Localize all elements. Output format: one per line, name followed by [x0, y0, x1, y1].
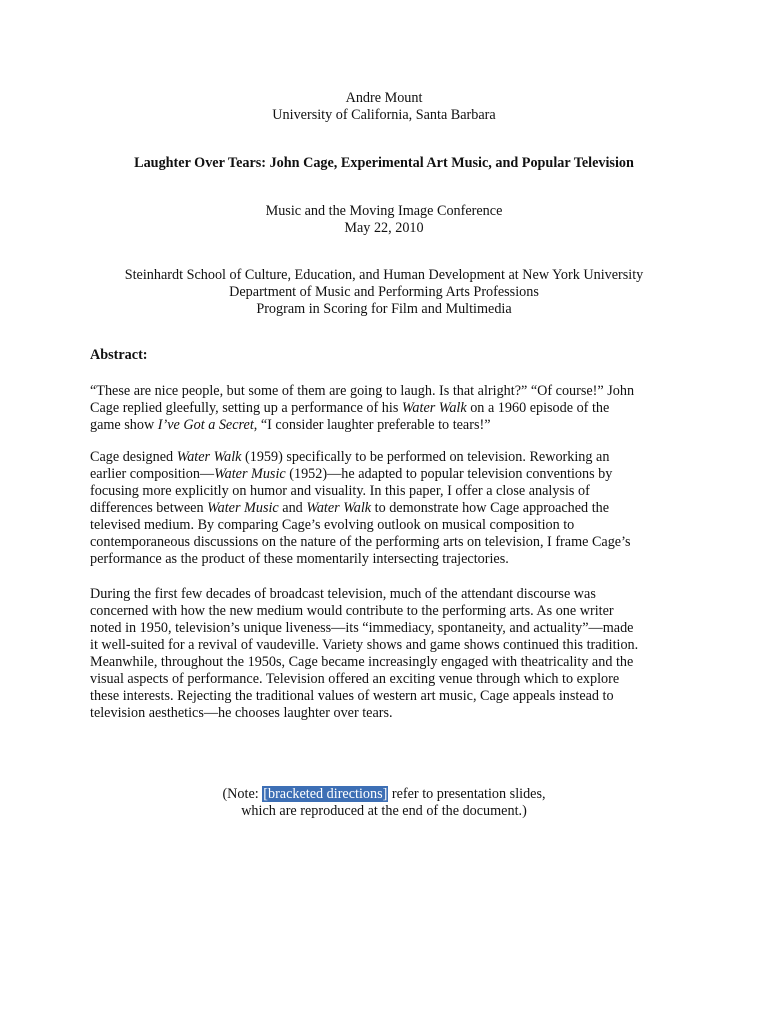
note-line: which are reproduced at the end of the document.): [241, 803, 527, 819]
conference-name: Music and the Moving Image Conference: [265, 203, 503, 219]
paragraph-line: concerned with how the new medium would contribute to the performing arts. As one writer: [90, 603, 614, 619]
paragraph-line: these interests. Rejecting the traditional values of western art music, Cage appeals instead to: [90, 688, 614, 704]
abstract-heading: Abstract:: [90, 347, 148, 363]
paragraph-line: noted in 1950, television’s unique liveness—its “immediacy, spontaneity, and actuality”—made: [90, 620, 634, 636]
author-block: [0, 90, 768, 124]
abstract-paragraph-3: [90, 586, 680, 722]
selected-text-highlight[interactable]: [bracketed directions]: [263, 786, 388, 802]
abstract-paragraph-1: [90, 383, 680, 434]
paragraph-line: television aesthetics—he chooses laughter over tears.: [90, 705, 393, 721]
paragraph-line: “These are nice people, but some of them are going to laugh. Is that alright?” “Of course!” John: [90, 383, 635, 399]
paragraph-line: During the first few decades of broadcast television, much of the attendant discourse was: [90, 586, 596, 602]
paragraph-line: contemporaneous discussions on the nature of the performing arts on television, I frame Cage’s: [90, 534, 631, 550]
school-line: Steinhardt School of Culture, Education, and Human Development at New York University: [124, 267, 644, 283]
paragraph-line: Meanwhile, throughout the 1950s, Cage became increasingly engaged with theatricality and the: [90, 654, 634, 670]
conference-date: May 22, 2010: [344, 220, 424, 236]
paper-title: Laughter Over Tears: John Cage, Experimental Art Music, and Popular Television: [134, 155, 634, 171]
paragraph-line: visual aspects of performance. Television offered an exciting venue through which to explore: [90, 671, 620, 687]
conference-block: [0, 203, 768, 237]
paragraph-line: televised medium. By comparing Cage’s evolving outlook on musical composition to: [90, 517, 575, 533]
school-line: Program in Scoring for Film and Multimedia: [256, 301, 512, 317]
paragraph-line: differences between Water Music and Water Walk to demonstrate how Cage approached the: [90, 500, 610, 516]
paragraph-line: Cage replied gleefully, setting up a performance of his Water Walk on a 1960 episode of the: [90, 400, 610, 416]
paragraph-line: it well-suited for a revival of vaudeville. Variety shows and game shows continued this tradition.: [90, 637, 639, 653]
author-name: Andre Mount: [345, 90, 423, 106]
paragraph-line: game show I’ve Got a Secret, “I consider laughter preferable to tears!”: [90, 417, 491, 433]
paragraph-line: focusing more explicitly on humor and visuality. In this paper, I offer a close analysis of: [90, 483, 590, 499]
paragraph-line: earlier composition—Water Music (1952)—he adapted to popular television conventions by: [90, 466, 613, 482]
paragraph-line: performance as the product of these momentarily intersecting trajectories.: [90, 551, 509, 567]
school-line: Department of Music and Performing Arts Professions: [229, 284, 539, 300]
author-affiliation: University of California, Santa Barbara: [272, 107, 496, 123]
presentation-note: [0, 786, 768, 820]
note-line: (Note: [bracketed directions] refer to presentation slides,: [222, 786, 546, 802]
school-block: [0, 267, 768, 318]
paragraph-line: Cage designed Water Walk (1959) specifically to be performed on television. Reworking an: [90, 449, 610, 465]
abstract-paragraph-2: [90, 449, 680, 568]
